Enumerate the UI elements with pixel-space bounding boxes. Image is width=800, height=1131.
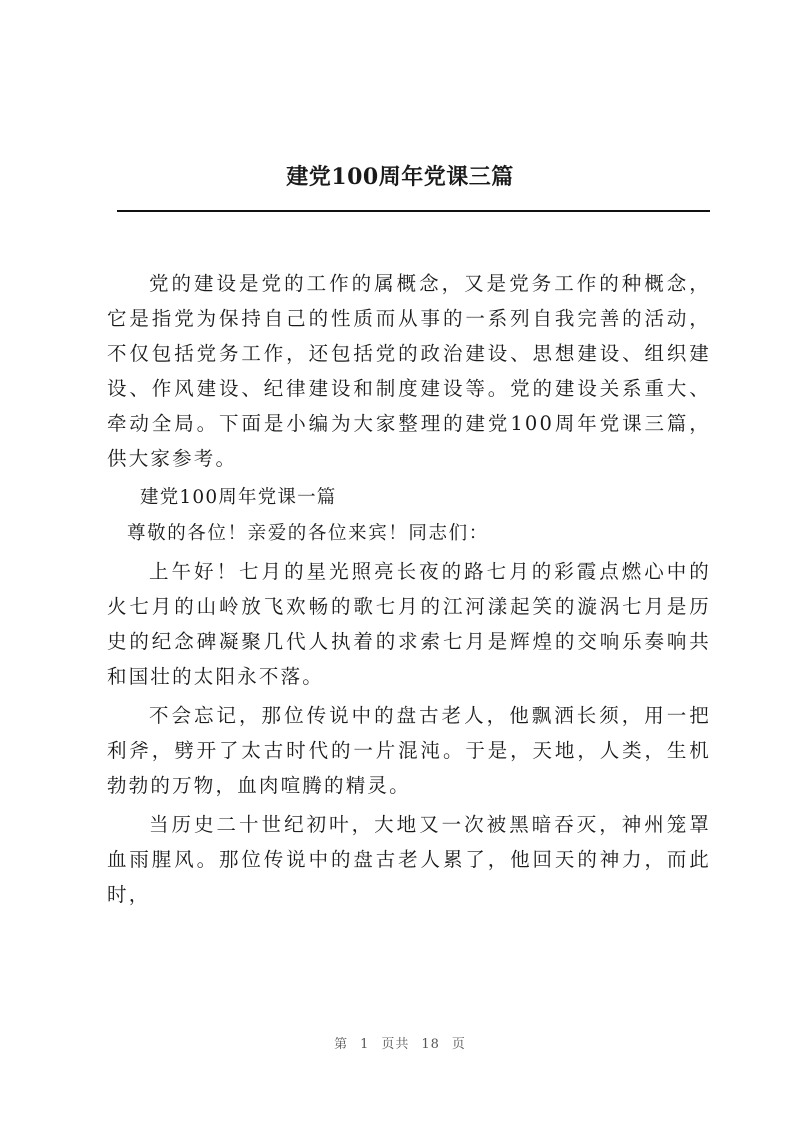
document-body — [107, 266, 711, 912]
page-label-mid: 页共 — [381, 1037, 410, 1052]
title-divider — [117, 210, 710, 212]
body-paragraph: 当历史二十世纪初叶，大地又一次被黑暗吞灭，神州笼罩血雨腥风。那位传说中的盘古老人累了，他回天的神力，而此时， — [107, 813, 711, 906]
page-footer — [0, 1033, 800, 1052]
page-label-suffix: 页 — [451, 1037, 466, 1052]
page-number: 1 — [360, 1037, 370, 1052]
total-pages: 18 — [421, 1037, 440, 1052]
page-label-prefix: 第 — [334, 1037, 349, 1052]
document-title: 建党100周年党课三篇 — [286, 164, 514, 190]
intro-paragraph: 党的建设是党的工作的属概念，又是党务工作的种概念，它是指党为保持自己的性质而从事的一系列自我完善的活动，不仅包括党务工作，还包括党的政治建设、思想建设、组织建设、作风建设、纪律建设和制度建设等。党的建设关系重大、牵动全局。下面是小编为大家整理的建党100周年党课三篇，供大家参考。 — [107, 272, 711, 470]
body-paragraph: 不会忘记，那位传说中的盘古老人，他飘洒长须，用一把利斧，劈开了太古时代的一片混沌。于是，天地，人类，生机勃勃的万物，血肉喧腾的精灵。 — [107, 704, 711, 797]
section-heading: 建党100周年党课一篇 — [140, 487, 337, 508]
body-paragraph: 上午好！七月的星光照亮长夜的路七月的彩霞点燃心中的火七月的山岭放飞欢畅的歌七月的江河漾起笑的漩涡七月是历史的纪念碑凝聚几代人执着的求索七月是辉煌的交响乐奏响共和国壮的太阳永不落。 — [107, 560, 711, 688]
salutation: 尊敬的各位！亲爱的各位来宾！同志们： — [127, 523, 489, 544]
